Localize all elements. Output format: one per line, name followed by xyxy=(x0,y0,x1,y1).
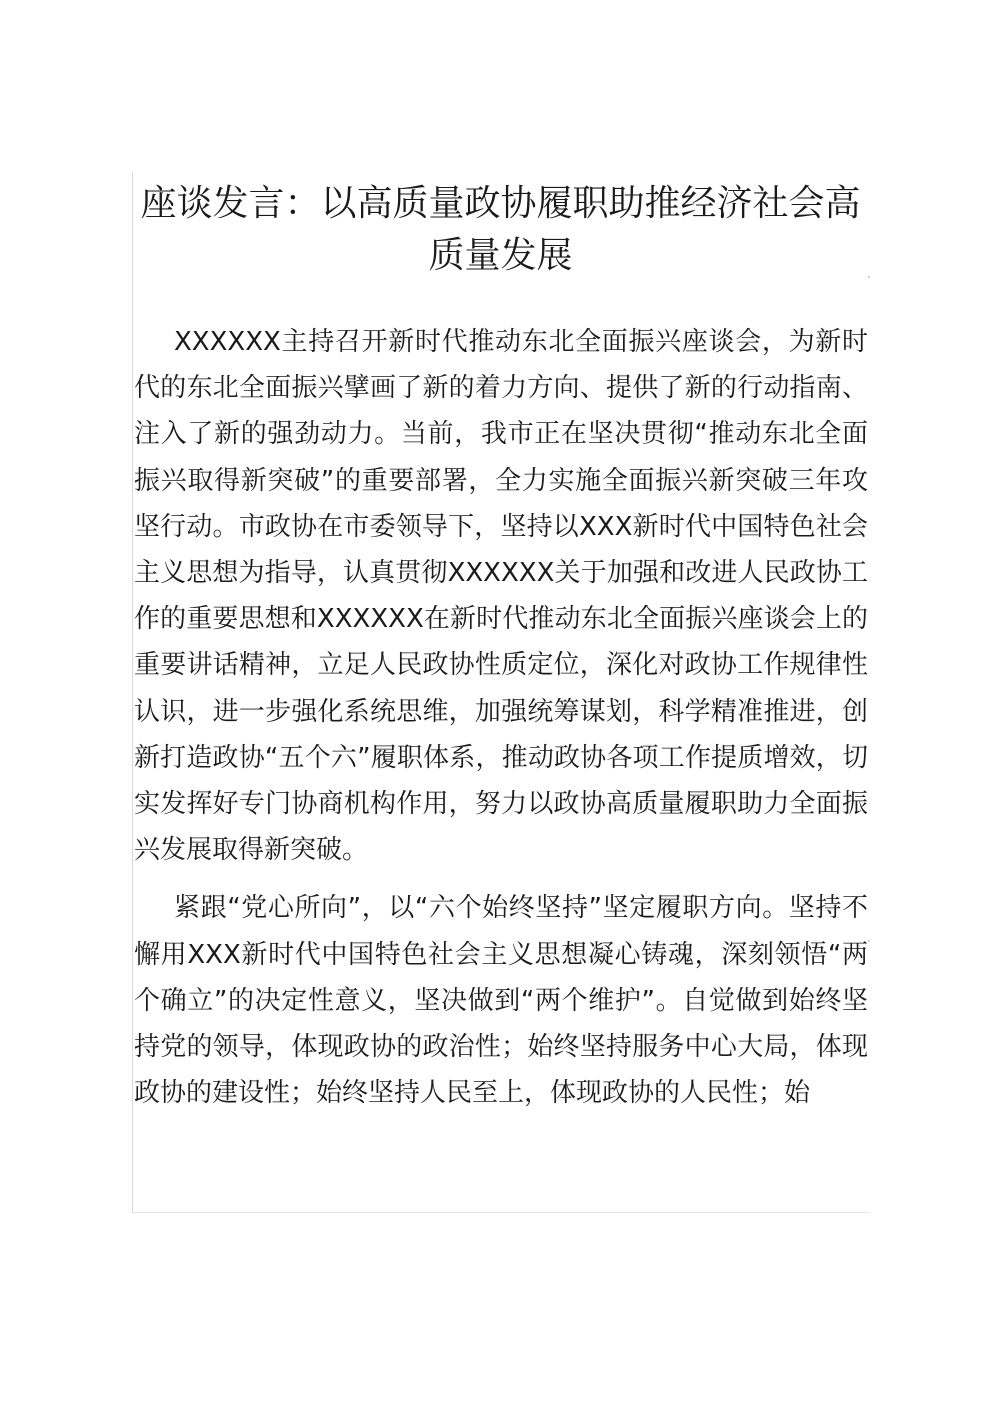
paragraph: 紧跟“党心所向”，以“六个始终坚持”坚定履职方向。坚持不懈用XXX新时代中国特色社会主义思想凝心铸魂，深刻领悟“两个确立”的决定性意义，坚决做到“两个维护”。自觉做到始终坚持党的领导，体现政协的政治性；始终坚持服务中心大局，体现政协的建设性；始终坚持人民至上，体现政协的人民性；始 xyxy=(134,893,868,1109)
document-body xyxy=(134,319,868,1116)
paragraph: XXXXXX主持召开新时代推动东北全面振兴座谈会，为新时代的东北全面振兴擘画了新的着力方向、提供了新的行动指南、注入了新的强劲动力。当前，我市正在坚决贯彻“推动东北全面振兴取得新突破”的重要部署，全力实施全面振兴新突破三年攻坚行动。市政协在市委领导下，坚持以XXX新时代中国特色社会主义思想为指导，认真贯彻XXXXXX关于加强和改进人民政协工作的重要思想和XXXXXX在新时代推动东北全面振兴座谈会上的重要讲话精神，立足人民政协性质定位，深化对政协工作规律性认识，进一步强化系统思维，加强统筹谋划，科学精准推进，创新打造政协“五个六”履职体系，推动政协各项工作提质增效，切实发挥好专门协商机构作用，努力以政协高质量履职助力全面振兴发展取得新突破。 xyxy=(134,327,868,866)
margin-mark xyxy=(868,276,870,278)
margin-mark xyxy=(868,940,870,942)
document-title: 座谈发言：以高质量政协履职助推经济社会高质量发展 xyxy=(140,183,861,276)
